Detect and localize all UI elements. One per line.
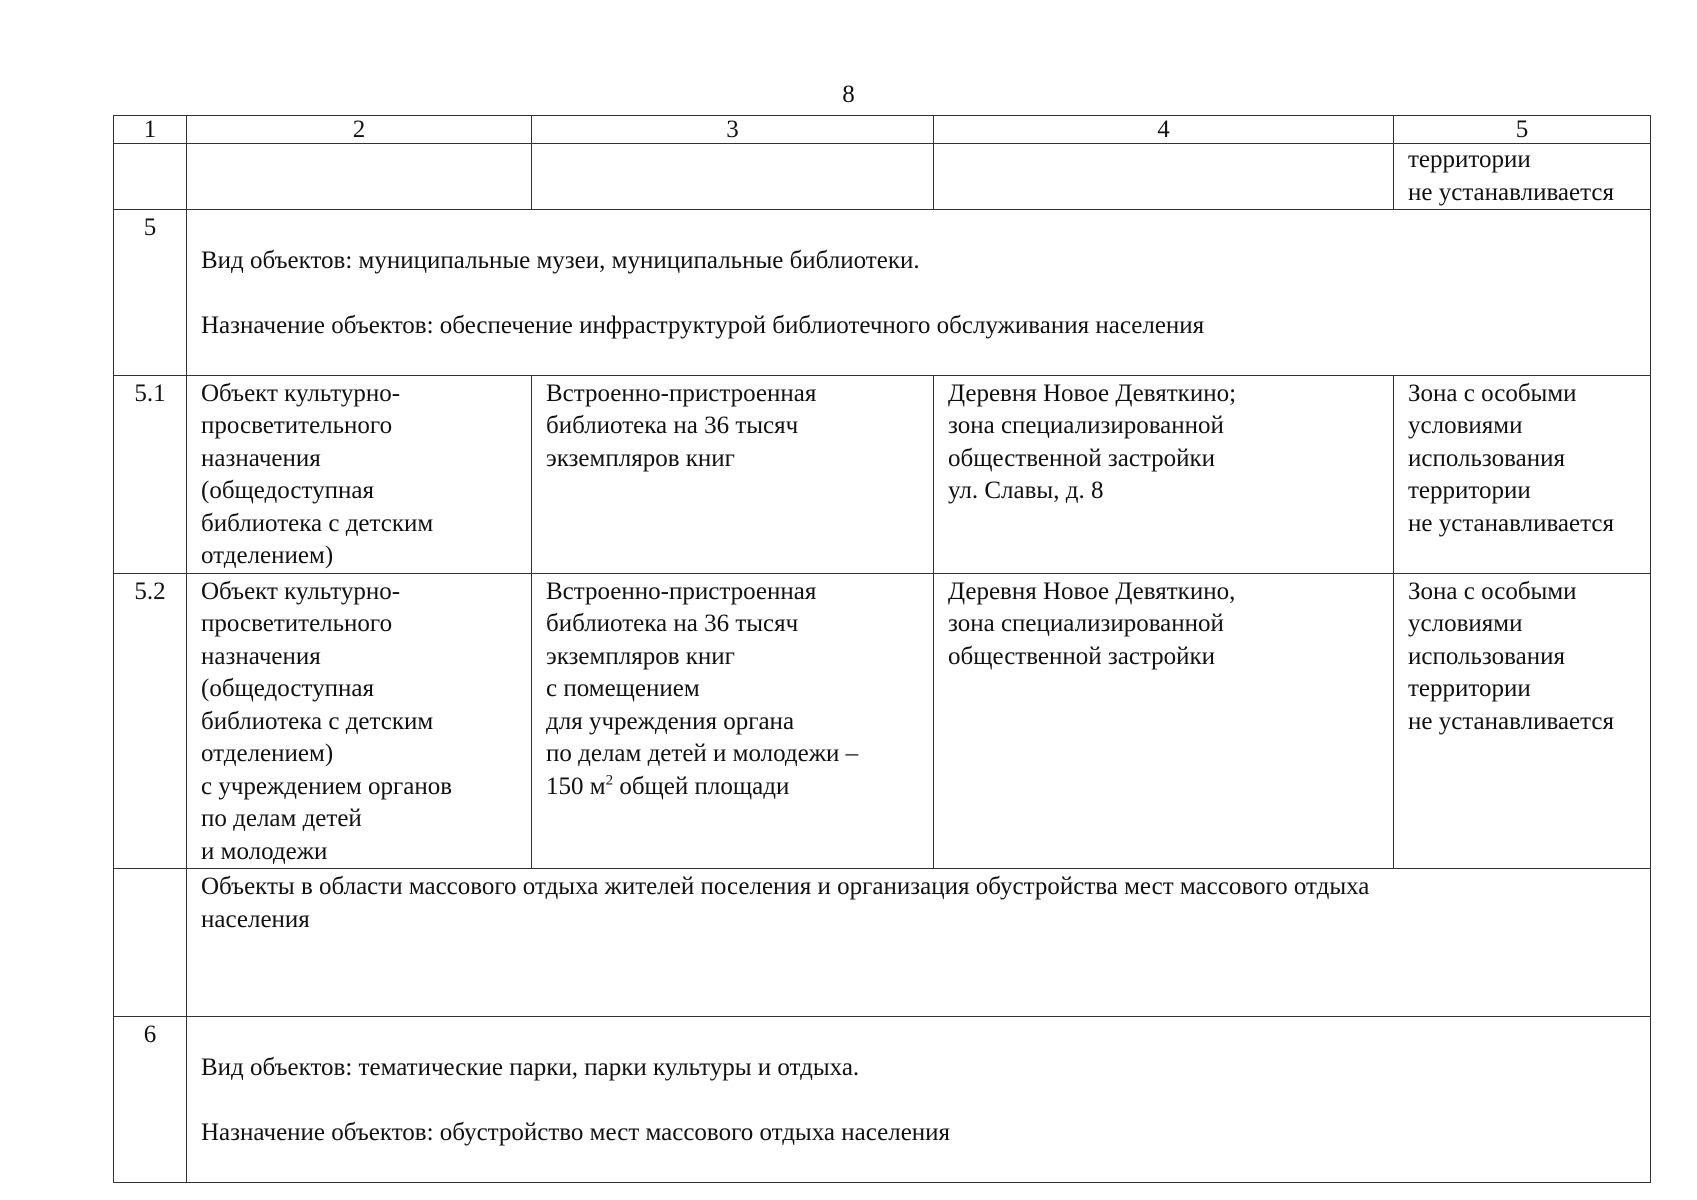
section-6-number: 6	[114, 1017, 187, 1183]
mass-recreation-number	[114, 869, 187, 1017]
page-number: 8	[842, 81, 855, 108]
column-number-4: 4	[934, 116, 1394, 144]
section-5-row	[114, 210, 1651, 376]
row-5-2-number: 5.2	[114, 573, 187, 869]
row-5-1-location: Деревня Новое Девяткино; зона специализированной общественной застройки ул. Славы, д. 8	[934, 375, 1394, 573]
planning-table	[113, 115, 1651, 1183]
continued-row-col4	[934, 144, 1394, 210]
section-5-number: 5	[114, 210, 187, 376]
row-5-1-zone: Зона с особыми условиями использования территории не устанавливается	[1394, 375, 1651, 573]
section-6-row	[114, 1017, 1651, 1183]
row-5-2-characteristics	[532, 573, 934, 869]
column-number-row	[114, 116, 1651, 144]
row-5-2-area-prefix: 150 м	[546, 772, 606, 800]
row-5-2-zone: Зона с особыми условиями использования территории не устанавливается	[1394, 573, 1651, 869]
row-5-1-number: 5.1	[114, 375, 187, 573]
row-5-1-characteristics: Встроенно-пристроенная библиотека на 36 тысяч экземпляров книг	[532, 375, 934, 573]
row-5-2-object: Объект культурно- просветительного назначения (общедоступная библиотека с детским отделением) с учреждением органов по делам детей и молодежи	[187, 573, 532, 869]
section-6-description	[187, 1017, 1651, 1183]
section-6-object-type: Вид объектов: тематические парки, парки культуры и отдыха.	[201, 1053, 860, 1081]
row-5-2-characteristics-text: Встроенно-пристроенная библиотека на 36 тысяч экземпляров книг с помещением для учреждения органа по делам детей и молодежи –	[546, 577, 859, 767]
continued-row-col1	[114, 144, 187, 210]
section-6-object-purpose: Назначение объектов: обустройство мест массового отдыха населения	[201, 1118, 951, 1146]
row-5-2-area	[546, 771, 927, 804]
continued-row	[114, 144, 1651, 210]
column-number-2: 2	[187, 116, 532, 144]
section-5-object-purpose: Назначение объектов: обеспечение инфраструктурой библиотечного обслуживания населения	[201, 311, 1205, 339]
row-5-2	[114, 573, 1651, 869]
section-5-object-type: Вид объектов: муниципальные музеи, муниципальные библиотеки.	[201, 246, 920, 274]
column-number-1: 1	[114, 116, 187, 144]
section-5-description	[187, 210, 1651, 376]
mass-recreation-row	[114, 869, 1651, 1017]
row-5-1	[114, 375, 1651, 573]
row-5-1-object: Объект культурно- просветительного назначения (общедоступная библиотека с детским отделением)	[187, 375, 532, 573]
column-number-3: 3	[532, 116, 934, 144]
continued-row-col2	[187, 144, 532, 210]
row-5-2-area-suffix: общей площади	[613, 772, 790, 800]
column-number-5: 5	[1394, 116, 1651, 144]
row-5-2-location: Деревня Новое Девяткино, зона специализированной общественной застройки	[934, 573, 1394, 869]
row-5-2-area-superscript: 2	[605, 772, 614, 789]
continued-row-col3	[532, 144, 934, 210]
continued-row-col5: территории не устанавливается	[1394, 144, 1651, 210]
mass-recreation-text: Объекты в области массового отдыха жителей поселения и организация обустройства мест массового отдыха населения	[187, 869, 1651, 1017]
